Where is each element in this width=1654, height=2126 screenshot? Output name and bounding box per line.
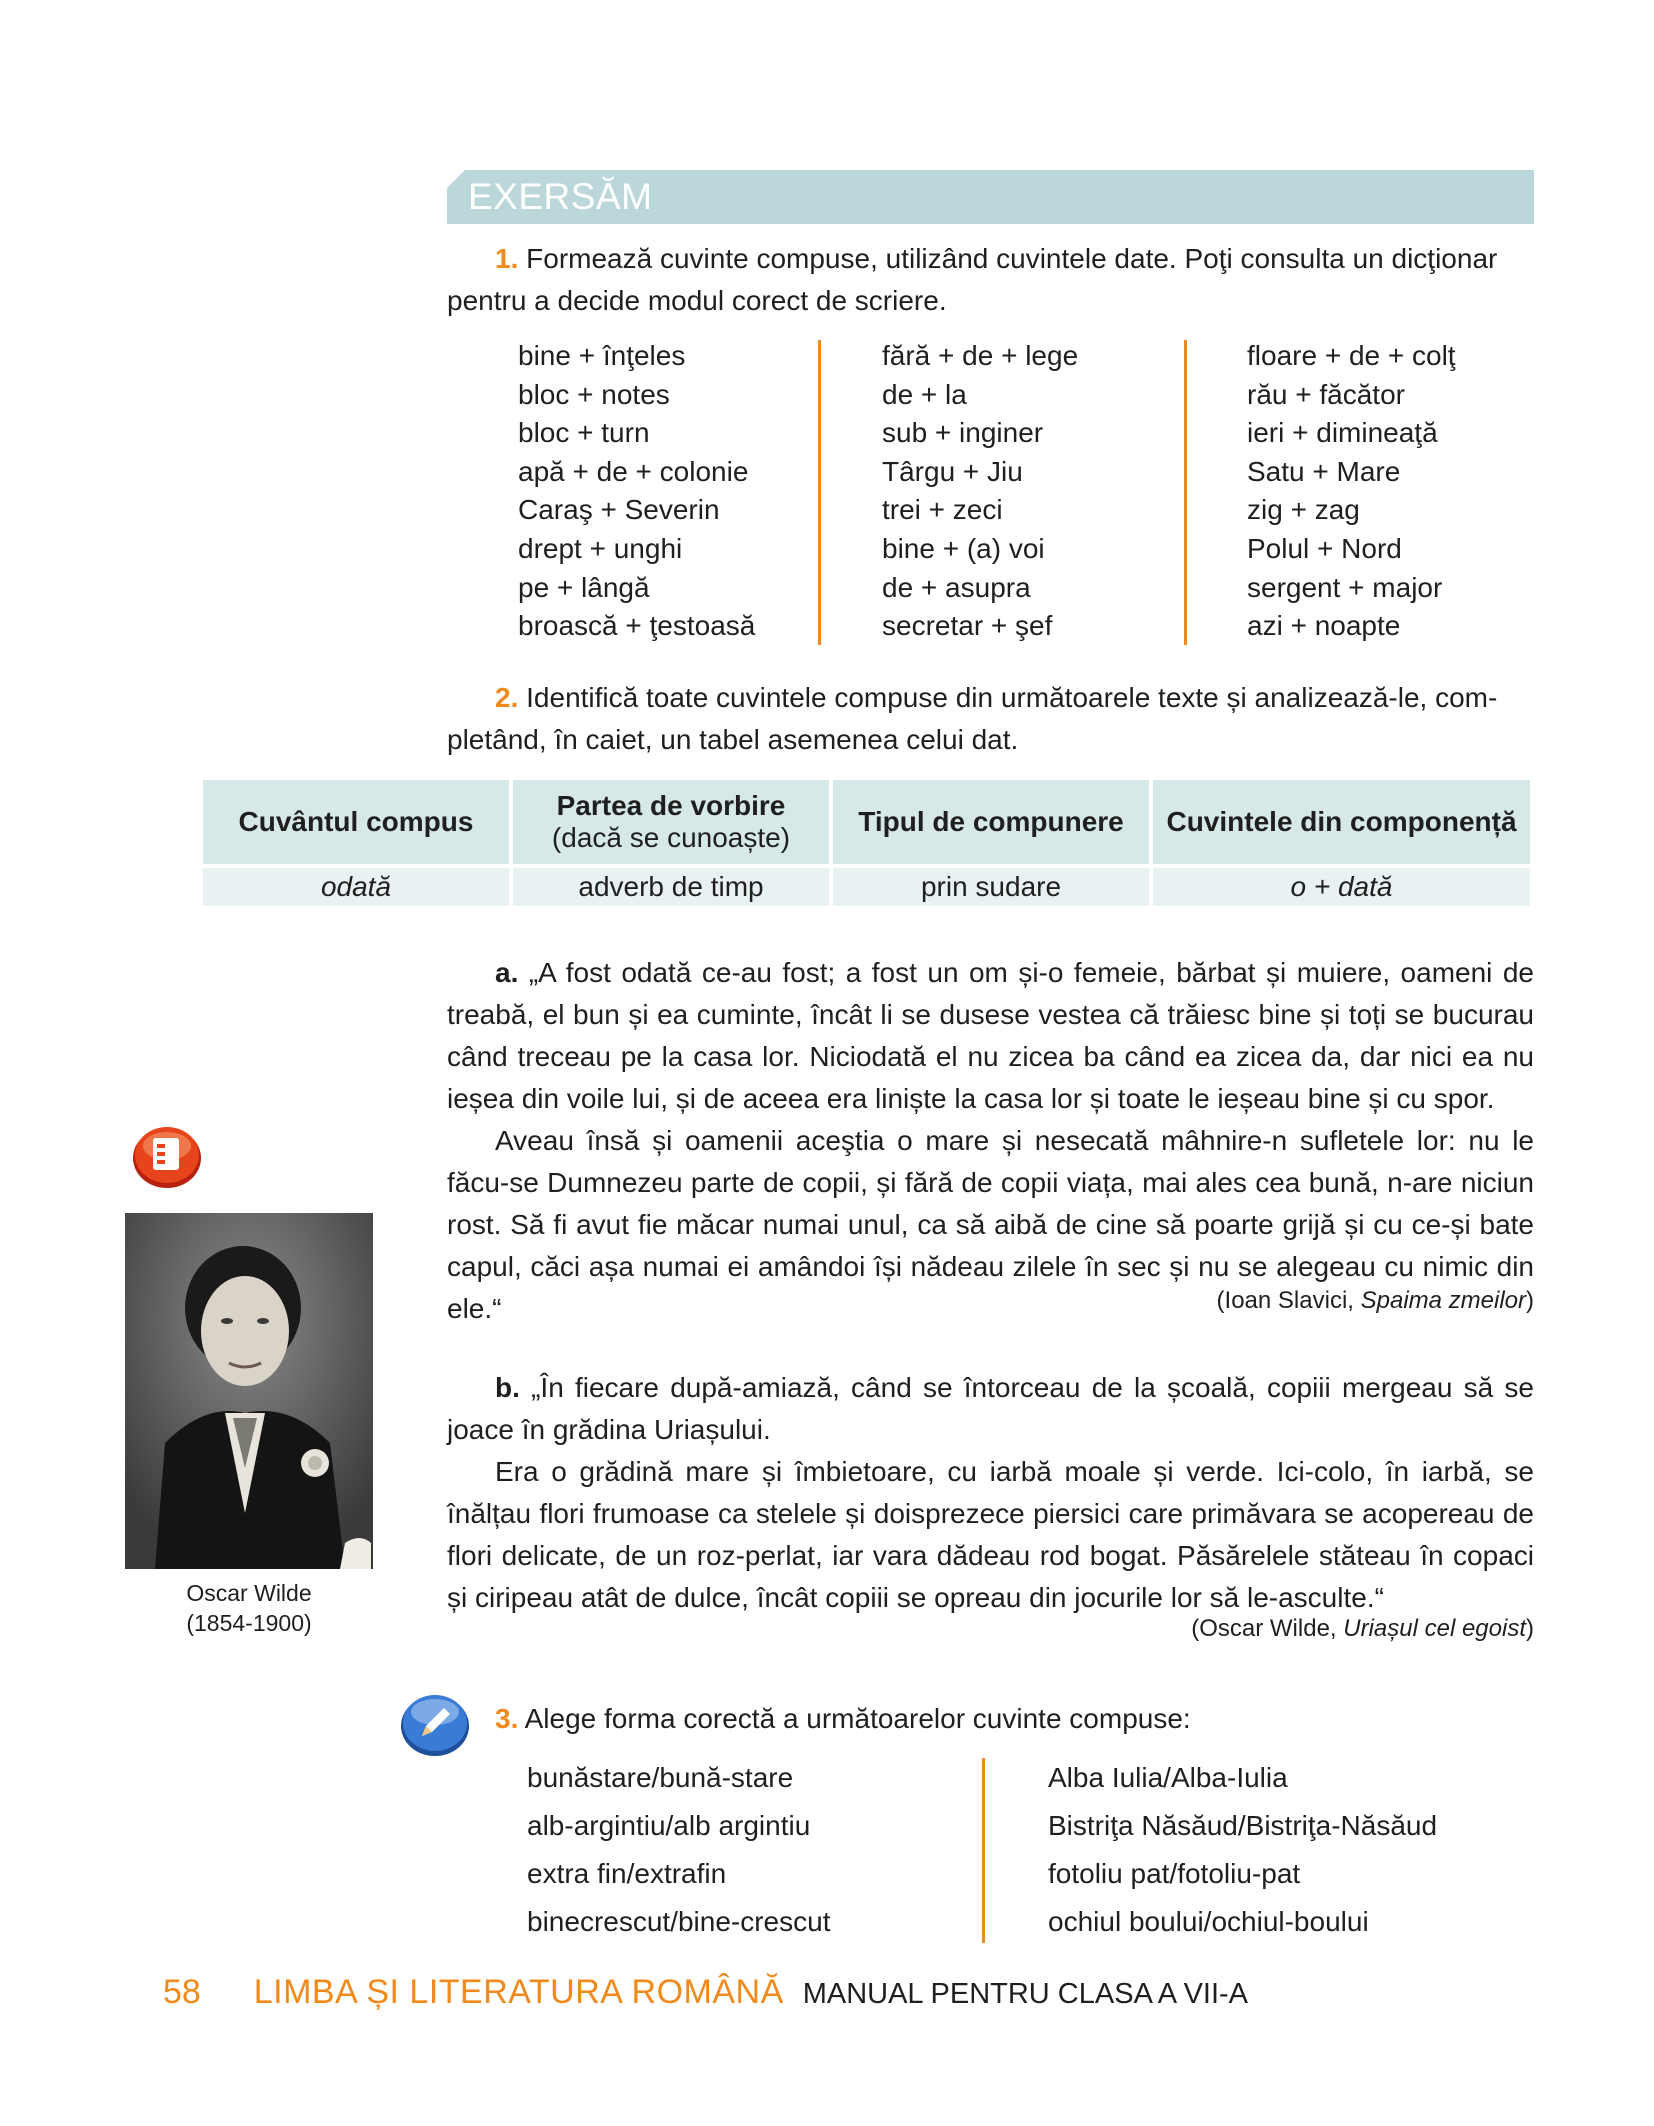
word-pair: apă + de + colonie <box>518 455 749 487</box>
word-pair: de + la <box>882 378 967 410</box>
exercise-2-text-line1: Identifică toate cuvintele compuse din următoarele texte și analizează-le, com- <box>526 682 1498 713</box>
cell-compound-word: odată <box>203 868 509 906</box>
column-divider <box>1184 340 1187 645</box>
word-choice: binecrescut/bine-crescut <box>527 1906 831 1937</box>
word-pair: secretar + şef <box>882 610 1053 642</box>
word-pair: bloc + notes <box>518 378 670 410</box>
header-compound-word: Cuvântul compus <box>203 780 509 864</box>
word-pair: azi + noapte <box>1247 610 1401 642</box>
caption-name: Oscar Wilde <box>186 1580 312 1606</box>
text-a-source <box>1000 1287 1534 1315</box>
text-a-paragraph-1: „A fost odată ce-au fost; a fost un om și-o femeie, bărbat și muiere, oameni de treabă, el bun și ea cuminte, încât li se dusese vestea că trăiesc bine și toți se bucurau când treceau pe la casa lor. Niciodată el nu zicea ba când ea zicea da, dar nici ea nu ieșea din voile lui, și de aceea era liniște la casa lor și toate le ieșeau bine și cu spor. <box>447 957 1535 1114</box>
word-choice: ochiul boului/ochiul-boului <box>1048 1906 1369 1937</box>
text-a-label: a. <box>495 957 519 988</box>
table-header-row <box>203 780 1530 864</box>
exercise-3-text: Alege forma corectă a următoarelor cuvinte compuse: <box>524 1703 1191 1734</box>
word-pair: zig + zag <box>1247 494 1360 526</box>
exercise-1-column-1 <box>518 337 755 646</box>
book-subtitle: MANUAL PENTRU CLASA A VII-A <box>802 1978 1249 2010</box>
text-b-source <box>1000 1615 1534 1643</box>
word-choice: Bistriţa Năsăud/Bistriţa-Năsăud <box>1048 1810 1438 1841</box>
word-pair: sergent + major <box>1247 571 1443 603</box>
exercise-1-column-3 <box>1247 337 1456 646</box>
word-pair: rău + făcător <box>1247 378 1405 410</box>
text-b-paragraph-1: „În fiecare după-amiază, când se întorceau de la școală, copiii mergeau să se joace în grădina Uriașului. <box>447 1372 1534 1445</box>
word-pair: broască + ţestoasă <box>518 610 756 642</box>
exercise-3-column-2 <box>1048 1754 1437 1946</box>
word-pair: floare + de + colţ <box>1247 340 1456 371</box>
header-part-of-speech-note: (dacă se cunoaște) <box>551 822 791 853</box>
source-author: (Oscar Wilde, <box>1191 1615 1344 1642</box>
source-author: (Ioan Slavici, <box>1216 1287 1361 1314</box>
reading-icon <box>130 1122 204 1190</box>
exercise-3-number: 3. <box>495 1703 519 1734</box>
section-title: EXERSĂM <box>468 176 653 217</box>
word-pair: sub + inginer <box>882 417 1044 449</box>
text-b-paragraph-2: Era o grădină mare și îmbietoare, cu iarbă moale și verde. Ici-colo, în iarbă, se înălțau flori frumoase ca stelele și doisprezece piersici care primăvara se acopereau de flori delicate, de un roz-perlat, iar vara dădeau rod bogat. Păsărelele stăteau în copaci și ciripeau atât de dulce, încât copiii se opreau din jocurile lor să le-asculte.“ <box>447 1456 1534 1613</box>
exercise-1-column-2 <box>882 337 1078 646</box>
word-pair: Caraş + Severin <box>518 494 720 526</box>
exercise-3-instruction <box>495 1698 1191 1740</box>
word-pair: de + asupra <box>882 571 1031 603</box>
word-pair: ieri + dimineaţă <box>1247 417 1438 449</box>
source-title: Spaima zmeilor <box>1360 1287 1526 1314</box>
exercise-2-number: 2. <box>495 682 519 713</box>
exercise-2-text-line2: pletând, în caiet, un tabel asemenea celui dat. <box>447 724 1019 755</box>
source-end: ) <box>1526 1287 1534 1314</box>
caption-years: (1854-1900) <box>186 1610 312 1636</box>
pencil-icon <box>398 1690 472 1758</box>
cell-part-of-speech: adverb de timp <box>513 868 829 906</box>
cell-composition-type: prin sudare <box>833 868 1149 906</box>
book-title: LIMBA ȘI LITERATURA ROMÂNĂ <box>253 1973 784 2011</box>
word-pair: fără + de + lege <box>882 340 1079 371</box>
header-components: Cuvintele din componență <box>1153 780 1530 864</box>
exercise-1-text-line1: Formează cuvinte compuse, utilizând cuvintele date. Poţi consulta un dicţionar <box>526 243 1498 274</box>
word-pair: drept + unghi <box>518 532 683 564</box>
analysis-table <box>199 776 1534 910</box>
text-a-paragraph-2: Aveau însă și oamenii aceştia o mare și nesecată mâhnire-n sufletele lor: nu le făcu-se Dumnezeu parte de copii, și fără de copii viața, mai ales cea bună, n-are niciun rost. Să fi avut fie măcar numai unul, ca să aibă de cine să poarte grijă și cu ce-și bate capul, căci așa numai ei amândoi își nădeau zilele în sec și nu se alegeau cu nimic din ele.“ <box>447 1125 1534 1324</box>
word-pair: bloc + turn <box>518 417 650 449</box>
text-b-label: b. <box>495 1372 520 1403</box>
text-b <box>447 1367 1534 1619</box>
oscar-wilde-portrait <box>125 1213 373 1569</box>
photo-caption <box>125 1578 373 1638</box>
word-pair: trei + zeci <box>882 494 1003 526</box>
exercise-3-column-1 <box>527 1754 830 1946</box>
word-pair: bine + înţeles <box>518 340 686 371</box>
source-title: Uriașul cel egoist <box>1343 1615 1526 1642</box>
exercise-1-instruction <box>447 238 1537 322</box>
word-pair: Satu + Mare <box>1247 455 1401 487</box>
header-part-of-speech <box>513 780 829 864</box>
word-choice: Alba Iulia/Alba-Iulia <box>1048 1762 1288 1793</box>
exercise-1-text-line2: pentru a decide modul corect de scriere. <box>447 285 947 316</box>
exercise-2-instruction <box>447 677 1537 761</box>
cell-components: o + dată <box>1153 868 1530 906</box>
table-row <box>203 868 1530 906</box>
header-part-of-speech-label: Partea de vorbire <box>556 790 786 821</box>
text-a <box>447 952 1534 1330</box>
word-choice: extra fin/extrafin <box>527 1858 727 1889</box>
word-choice: alb-argintiu/alb argintiu <box>527 1810 811 1841</box>
word-pair: Târgu + Jiu <box>882 455 1023 487</box>
page-footer <box>163 1973 1248 2012</box>
column-divider <box>818 340 821 645</box>
column-divider <box>982 1758 985 1943</box>
page-number: 58 <box>163 1973 201 2011</box>
header-composition-type: Tipul de compunere <box>833 780 1149 864</box>
word-pair: bine + (a) voi <box>882 532 1045 564</box>
source-end: ) <box>1526 1615 1534 1642</box>
word-choice: bunăstare/bună-stare <box>527 1762 794 1793</box>
word-pair: pe + lângă <box>518 571 650 603</box>
exercise-1-number: 1. <box>495 243 519 274</box>
word-pair: Polul + Nord <box>1247 532 1402 564</box>
word-choice: fotoliu pat/fotoliu-pat <box>1048 1858 1301 1889</box>
